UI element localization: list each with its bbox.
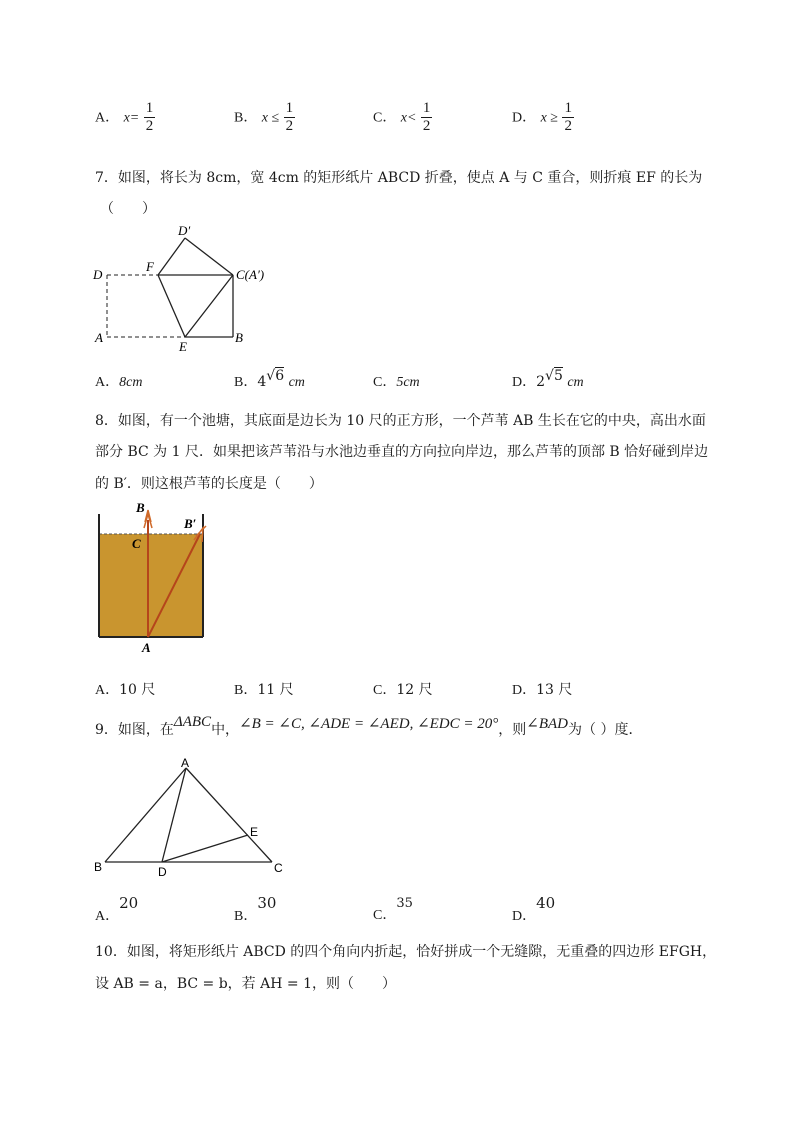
option-value: 11 尺	[257, 682, 294, 698]
q9-middle: 中，	[211, 722, 240, 738]
sqrt-sign: √	[545, 368, 554, 384]
option-expr: x ≤	[261, 110, 280, 126]
denominator: 2	[145, 118, 154, 134]
option-letter: A．	[95, 683, 120, 698]
q9-option-d	[512, 894, 556, 927]
coefficient: 4	[257, 374, 267, 390]
q7-figure	[90, 220, 310, 355]
q8-option-c	[373, 680, 433, 701]
q9-triangle: ΔABC	[173, 714, 212, 730]
option-expr: x ≥	[540, 110, 558, 126]
option-value: 40	[536, 894, 556, 912]
q10-stem-line1: 10．如图，将矩形纸片 ABCD 的四个角向内折起，恰好拼成一个无缝隙，无重叠的四边形 EFGH，	[95, 944, 717, 960]
denominator: 2	[564, 118, 572, 134]
q7-option-c	[373, 372, 420, 393]
option-letter: D．	[512, 909, 537, 924]
radicand: 6	[275, 368, 285, 384]
label-f: F	[146, 259, 154, 274]
edge-fdp	[158, 238, 185, 275]
option-value: 35	[396, 896, 413, 911]
label-d: D	[93, 267, 103, 282]
label-b: B	[94, 860, 103, 874]
q10-stem-line2: 设 AB = a，BC = b，若 AH = 1，则（ ）	[95, 976, 396, 992]
label-c: C	[132, 536, 141, 551]
option-letter: A．	[95, 110, 120, 126]
numerator: 1	[285, 100, 294, 116]
radicand: 5	[553, 368, 563, 384]
option-letter: C．	[373, 375, 397, 390]
q9-option-a	[95, 894, 139, 927]
q8-stem-line3: 的 B′．则这根芦苇的长度是（ ）	[95, 476, 323, 492]
q6-option-d	[512, 100, 574, 135]
denominator: 2	[285, 118, 294, 134]
q7-option-a	[95, 372, 142, 393]
q7-stem: 7．如图，将长为 8cm，宽 4cm 的矩形纸片 ABCD 折叠，使点 A 与 C 重合，则折痕 EF 的长为	[95, 170, 703, 186]
q6-option-a	[95, 100, 155, 135]
edge-dpc	[185, 238, 233, 275]
option-letter: A．	[95, 909, 120, 924]
label-dprime: D′	[178, 223, 191, 238]
option-letter: D．	[512, 110, 537, 126]
label-c-aprime: C(A′)	[236, 267, 265, 282]
q8-option-a	[95, 680, 155, 701]
denominator: 2	[422, 118, 431, 134]
segment-de	[162, 835, 248, 862]
q7-answer-paren: （ ）	[100, 201, 156, 217]
q7-option-d	[512, 368, 584, 393]
q6-option-b	[234, 100, 295, 135]
q9-condition: ∠B = ∠C, ∠ADE = ∠AED, ∠EDC = 20°	[239, 716, 499, 732]
q6-option-c	[373, 100, 432, 135]
unit: cm	[567, 375, 584, 390]
option-letter: B．	[234, 683, 258, 698]
label-a: A	[142, 640, 151, 655]
q9-suffix: 为（ ）度．	[568, 722, 643, 738]
label-bprime: B′	[184, 516, 197, 531]
numerator: 1	[564, 100, 572, 116]
q9-prefix: 9．如图，在	[95, 722, 174, 738]
edge-ac	[186, 768, 272, 862]
q9-option-b	[234, 894, 277, 927]
q8-option-d	[512, 680, 572, 701]
crease-ef	[158, 275, 185, 337]
numerator: 1	[422, 100, 431, 116]
numerator: 1	[145, 100, 154, 116]
option-letter: C．	[373, 908, 397, 923]
option-value: 20	[119, 894, 139, 912]
q8-pond-figure	[90, 500, 220, 655]
q9-option-c	[373, 896, 413, 926]
option-value: 10 尺	[119, 682, 156, 698]
label-b: B	[235, 330, 243, 345]
q8-stem-line1: 8．如图，有一个池塘，其底面是边长为 10 尺的正方形，一个芦苇 AB 生长在它的中央，高出水面	[95, 413, 706, 429]
coefficient: 2	[536, 374, 546, 390]
label-a: A	[95, 330, 103, 345]
label-c: C	[274, 861, 283, 875]
q9-target: ∠BAD	[526, 716, 568, 732]
option-letter: B．	[234, 375, 258, 390]
option-value: 12 尺	[396, 682, 433, 698]
fraction	[421, 100, 433, 135]
option-value: 30	[257, 894, 277, 912]
option-value: 13 尺	[536, 682, 573, 698]
unit: cm	[288, 375, 305, 390]
q9-then: ，则	[498, 722, 527, 738]
option-value: 8cm	[119, 375, 143, 390]
option-value: 5cm	[396, 375, 420, 390]
q7-option-b	[234, 368, 305, 393]
label-a: A	[181, 756, 190, 770]
option-letter: B．	[234, 110, 258, 126]
option-letter: C．	[373, 683, 397, 698]
label-b: B	[136, 500, 145, 515]
option-letter: C．	[373, 110, 397, 126]
option-letter: B．	[234, 909, 258, 924]
option-expr: x<	[400, 110, 417, 126]
label-e: E	[179, 339, 187, 354]
q9-triangle-figure	[90, 755, 290, 880]
label-e: E	[250, 825, 259, 839]
edge-ec	[185, 275, 233, 337]
q8-stem-line2: 部分 BC 为 1 尺．如果把该芦苇沿与水池边垂直的方向拉向岸边，那么芦苇的顶部 B 恰好碰到岸边	[95, 444, 709, 460]
fraction	[562, 100, 574, 135]
sqrt-sign: √	[266, 368, 276, 384]
option-letter: D．	[512, 683, 537, 698]
option-expr: x=	[123, 110, 140, 126]
option-letter: D．	[512, 375, 537, 390]
fraction	[284, 100, 296, 135]
fraction	[144, 100, 156, 135]
label-d: D	[158, 865, 167, 879]
q9-stem	[95, 714, 643, 740]
q8-option-b	[234, 680, 294, 701]
option-letter: A．	[95, 375, 120, 390]
water	[99, 534, 203, 637]
